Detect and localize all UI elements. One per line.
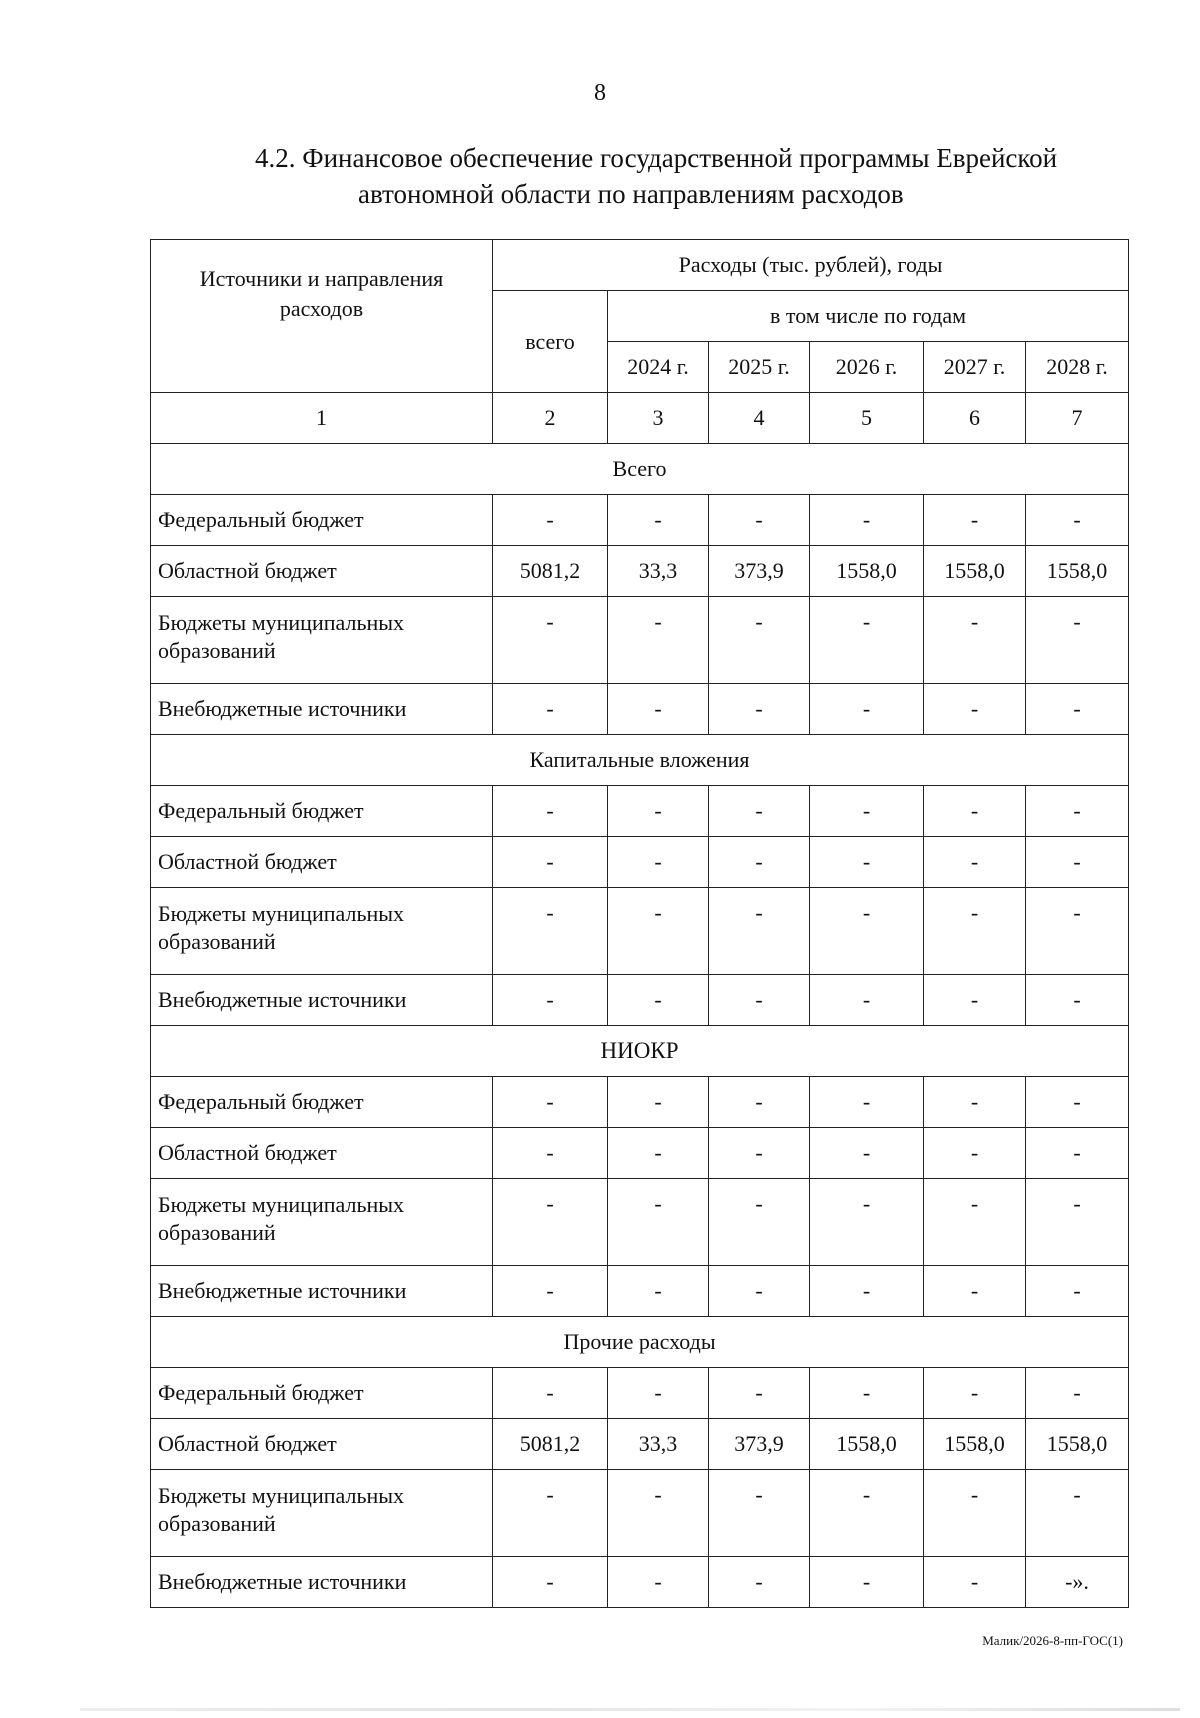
value-cell: - (608, 684, 709, 735)
value-cell: - (709, 1557, 810, 1608)
value-cell: - (924, 1179, 1026, 1266)
value-cell: - (709, 837, 810, 888)
value-cell: - (810, 1077, 924, 1128)
table-row (151, 684, 1129, 735)
value-cell: - (493, 1470, 608, 1557)
value-cell: - (924, 837, 1026, 888)
value-cell: 1558,0 (924, 546, 1026, 597)
table-row (151, 546, 1129, 597)
value-cell: 5081,2 (493, 1419, 608, 1470)
table-row (151, 786, 1129, 837)
column-number: 2 (493, 393, 608, 444)
value-cell: - (1026, 975, 1129, 1026)
value-cell: - (493, 1266, 608, 1317)
row-label: Бюджеты муниципальных образований (151, 597, 493, 684)
row-label: Федеральный бюджет (151, 786, 493, 837)
table-row (151, 1557, 1129, 1608)
row-label: Внебюджетные источники (151, 1557, 493, 1608)
section-title: Прочие расходы (151, 1317, 1129, 1368)
scan-artifact (80, 1708, 1180, 1711)
value-cell: - (1026, 1266, 1129, 1317)
value-cell: - (810, 1266, 924, 1317)
value-cell: - (608, 888, 709, 975)
title-line-2: автономной области по направлениям расходов (358, 179, 904, 209)
financing-table (150, 239, 1129, 1608)
value-cell: - (608, 1368, 709, 1419)
header-expenses: Расходы (тыс. рублей), годы (493, 240, 1129, 291)
value-cell: - (709, 1077, 810, 1128)
row-label: Областной бюджет (151, 1128, 493, 1179)
table-row (151, 1266, 1129, 1317)
value-cell: - (608, 1557, 709, 1608)
header-year: 2024 г. (608, 342, 709, 393)
table-row (151, 495, 1129, 546)
value-cell: - (608, 1470, 709, 1557)
header-total: всего (493, 291, 608, 393)
value-cell: - (709, 786, 810, 837)
value-cell: - (709, 1179, 810, 1266)
column-number: 6 (924, 393, 1026, 444)
value-cell: - (1026, 888, 1129, 975)
value-cell: - (1026, 1128, 1129, 1179)
value-cell: - (709, 888, 810, 975)
row-label: Федеральный бюджет (151, 1077, 493, 1128)
table-row (151, 888, 1129, 975)
value-cell: - (608, 495, 709, 546)
row-label: Федеральный бюджет (151, 495, 493, 546)
page-number: 8 (594, 80, 606, 106)
value-cell: - (493, 1179, 608, 1266)
section-row (151, 1026, 1129, 1077)
table-row (151, 1419, 1129, 1470)
table-row (151, 597, 1129, 684)
value-cell: - (709, 1368, 810, 1419)
value-cell: - (810, 1557, 924, 1608)
section-title: Капитальные вложения (151, 735, 1129, 786)
value-cell: - (493, 786, 608, 837)
value-cell: - (709, 495, 810, 546)
value-cell: - (810, 837, 924, 888)
row-label: Бюджеты муниципальных образований (151, 888, 493, 975)
value-cell: 1558,0 (810, 1419, 924, 1470)
section-title: НИОКР (151, 1026, 1129, 1077)
value-cell: 1558,0 (1026, 1419, 1129, 1470)
header-sources: Источники и направления расходов (151, 240, 493, 393)
row-label: Бюджеты муниципальных образований (151, 1179, 493, 1266)
value-cell: - (608, 1077, 709, 1128)
value-cell: - (1026, 1470, 1129, 1557)
value-cell: - (709, 1266, 810, 1317)
table-row (151, 1077, 1129, 1128)
row-label: Бюджеты муниципальных образований (151, 1470, 493, 1557)
section-title: Всего (151, 444, 1129, 495)
value-cell: - (924, 597, 1026, 684)
header-year: 2027 г. (924, 342, 1026, 393)
value-cell: - (493, 495, 608, 546)
row-label: Областной бюджет (151, 546, 493, 597)
value-cell: - (924, 1128, 1026, 1179)
value-cell: - (608, 1266, 709, 1317)
value-cell: - (1026, 786, 1129, 837)
value-cell: - (810, 495, 924, 546)
value-cell: - (709, 684, 810, 735)
value-cell: - (709, 1128, 810, 1179)
value-cell: - (608, 597, 709, 684)
value-cell: - (924, 1266, 1026, 1317)
column-number: 4 (709, 393, 810, 444)
table-row (151, 837, 1129, 888)
value-cell: - (1026, 1368, 1129, 1419)
value-cell: - (493, 597, 608, 684)
value-cell: - (493, 1368, 608, 1419)
value-cell: - (924, 1368, 1026, 1419)
row-label: Областной бюджет (151, 837, 493, 888)
value-cell: - (1026, 837, 1129, 888)
value-cell: 5081,2 (493, 546, 608, 597)
value-cell: - (709, 597, 810, 684)
value-cell: - (810, 975, 924, 1026)
document-title (255, 140, 1115, 212)
value-cell: - (493, 1557, 608, 1608)
value-cell: - (810, 1470, 924, 1557)
value-cell: - (709, 975, 810, 1026)
header-year: 2026 г. (810, 342, 924, 393)
value-cell: 373,9 (709, 1419, 810, 1470)
value-cell: 1558,0 (810, 546, 924, 597)
value-cell: - (924, 684, 1026, 735)
value-cell: - (709, 1470, 810, 1557)
value-cell: - (493, 1128, 608, 1179)
document-code: Малик/2026-8-пп-ГОС(1) (982, 1633, 1123, 1648)
value-cell: - (493, 975, 608, 1026)
value-cell: -». (1026, 1557, 1129, 1608)
value-cell: - (1026, 597, 1129, 684)
row-label: Внебюджетные источники (151, 684, 493, 735)
value-cell: - (924, 786, 1026, 837)
value-cell: - (608, 786, 709, 837)
value-cell: - (810, 597, 924, 684)
value-cell: - (608, 1128, 709, 1179)
value-cell: - (1026, 1077, 1129, 1128)
value-cell: 33,3 (608, 1419, 709, 1470)
value-cell: - (493, 837, 608, 888)
value-cell: - (1026, 495, 1129, 546)
table-row (151, 1368, 1129, 1419)
row-label: Федеральный бюджет (151, 1368, 493, 1419)
row-label: Областной бюджет (151, 1419, 493, 1470)
header-year: 2025 г. (709, 342, 810, 393)
section-row (151, 735, 1129, 786)
value-cell: 1558,0 (1026, 546, 1129, 597)
value-cell: - (810, 1179, 924, 1266)
column-number: 3 (608, 393, 709, 444)
title-line-1: 4.2. Финансовое обеспечение государственной программы Еврейской (255, 143, 1058, 173)
table-row (151, 1179, 1129, 1266)
value-cell: - (1026, 684, 1129, 735)
value-cell: - (810, 684, 924, 735)
row-label: Внебюджетные источники (151, 1266, 493, 1317)
column-number: 5 (810, 393, 924, 444)
section-row (151, 1317, 1129, 1368)
column-number: 1 (151, 393, 493, 444)
value-cell: - (493, 1077, 608, 1128)
row-label: Внебюджетные источники (151, 975, 493, 1026)
value-cell: - (810, 786, 924, 837)
value-cell: - (924, 1470, 1026, 1557)
value-cell: - (608, 1179, 709, 1266)
value-cell: - (924, 495, 1026, 546)
value-cell: - (1026, 1179, 1129, 1266)
value-cell: - (924, 1557, 1026, 1608)
value-cell: - (493, 888, 608, 975)
value-cell: 373,9 (709, 546, 810, 597)
value-cell: - (924, 975, 1026, 1026)
header-by-years: в том числе по годам (608, 291, 1129, 342)
value-cell: - (810, 1128, 924, 1179)
value-cell: 33,3 (608, 546, 709, 597)
column-number: 7 (1026, 393, 1129, 444)
table-row (151, 975, 1129, 1026)
value-cell: - (924, 1077, 1026, 1128)
value-cell: - (810, 888, 924, 975)
value-cell: - (608, 837, 709, 888)
header-year: 2028 г. (1026, 342, 1129, 393)
value-cell: 1558,0 (924, 1419, 1026, 1470)
section-row (151, 444, 1129, 495)
table-row (151, 1470, 1129, 1557)
value-cell: - (608, 975, 709, 1026)
value-cell: - (924, 888, 1026, 975)
value-cell: - (493, 684, 608, 735)
table-row (151, 1128, 1129, 1179)
value-cell: - (810, 1368, 924, 1419)
